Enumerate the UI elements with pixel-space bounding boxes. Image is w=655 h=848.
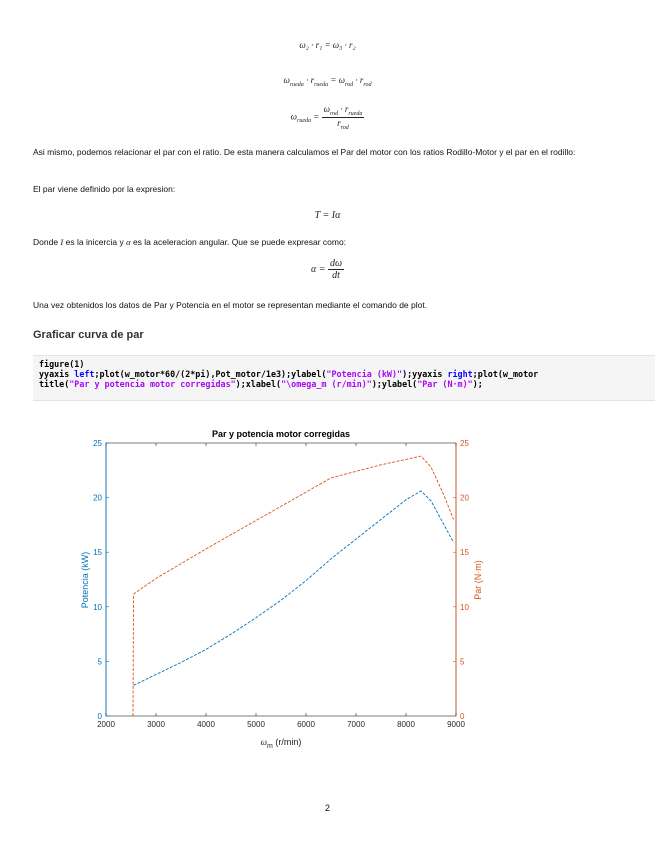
left-y-tick-label: 20 [93,493,102,503]
eq3-omega-sub: rueda [297,118,312,125]
x-tick-label: 7000 [347,720,365,729]
eq3-omega: ω [290,111,298,122]
p3-symbol-i: I [60,237,64,247]
page-number: 2 [324,803,330,813]
paragraph-torque-def: El par viene definido por la expresion: [33,184,176,194]
eq3-num-omega: ω [323,104,330,114]
equation-wheel-speed: $\omega_{rueda}$ = $\frac{\omega_{rod} \cdot r_{rueda}}{r_{rod}}$ [290,104,363,131]
eq2-r: r [310,75,315,85]
p3-symbol-alpha: α [126,237,131,247]
eq2-omega-sub: rueda [289,81,304,88]
equation-alpha [0,258,655,281]
plot-area [106,443,456,716]
code-l3-string-1: "Par y potencia motor corregidas" [69,379,236,389]
eq3-den-r: r [337,117,341,128]
section-heading: Graficar curva de par [33,329,144,341]
eq3-den-r-sub: rod [340,124,349,131]
paragraph-plot-intro: Una vez obtenidos los datos de Par y Potencia en el motor se representan mediante el comando de plot. [33,300,428,310]
equation-speed-ratio [0,40,655,50]
alpha-den: dt [332,270,340,281]
code-l2-left: left [74,369,95,379]
code-line-1: figure(1) [39,359,85,369]
p3-part-a: Donde [33,237,61,247]
code-l3-b: );xlabel( [235,379,282,389]
x-tick-label: 2000 [97,720,115,729]
code-block[interactable] [33,355,655,401]
x-tick-label: 9000 [447,720,465,729]
eq2-rhs-omega: ω [338,75,346,85]
left-y-tick-label: 5 [97,657,102,667]
eq3-num-r-sub: rueda [348,110,363,117]
x-tick-label: 8000 [397,720,415,729]
code-l3-string-3: "Par (N·m)" [417,379,473,389]
right-y-tick-label: 5 [460,657,465,667]
code-l2-b: ;plot(w_motor*60/(2*pi),Pot_motor/1e3);ylabel( [94,369,327,379]
alpha-num: dω [329,258,343,269]
code-text [33,356,655,389]
x-axis-label-sub: m [267,743,273,750]
right-y-tick-label: 10 [460,602,469,612]
x-tick-label: 6000 [297,720,315,729]
right-y-tick-label: 0 [460,712,465,721]
right-y-tick-label: 25 [460,439,469,448]
code-l3-string-2: "\omega_m (r/min)" [281,379,372,389]
right-y-axis-label: Par (N·m) [473,560,483,600]
code-l2-d: ;plot(w_motor [472,369,539,379]
code-l2-a: yyaxis [39,369,75,379]
chart-title: Par y potencia motor corregidas [211,429,351,439]
x-axis-label-symbol: ω [260,737,268,747]
p3-part-b: es la inicercia y [63,237,127,247]
eq2-rhs-r-sub: rod [363,81,372,88]
code-l2-string-1: "Potencia (kW)" [326,369,403,379]
code-l2-right: right [447,369,473,379]
x-axis-label-unit: (r/min) [272,737,302,747]
eq2-rhs-omega-sub: rod [345,81,354,88]
x-tick-label: 5000 [247,720,265,729]
code-l3-d: ); [472,379,483,389]
code-l3-c: );ylabel( [371,379,418,389]
paragraph-ratio: Asi mismo, podemos relacionar el par con el ratio. De esta manera calculamos el Par del motor con los ratios Rodillo-Motor y el par en el rodillo: [33,147,576,157]
left-y-tick-label: 0 [97,712,102,721]
alpha-fraction [328,258,344,281]
eq3-fraction: $\frac{\omega_{rod} \cdot r_{rueda}}{r_{rod}}$ [323,104,363,131]
code-l3-a: title( [39,379,70,389]
equation-wheel-roller: $\omega_{rueda} \cdot r_{rueda} = \omega_{rod} \cdot r_{rod}$ [283,75,372,88]
x-tick-label: 3000 [147,720,165,729]
right-y-tick-label: 20 [460,493,469,503]
eq2-omega: ω [283,75,290,85]
alpha-lhs: α = [310,263,326,275]
paragraph-inertia [33,237,623,248]
eq3-num-omega-sub: rod [329,110,339,117]
left-y-tick-label: 10 [93,602,102,612]
p3-part-c: es la aceleracion angular. Que se puede expresar como: [130,237,347,247]
equation-text: ω₂ · r₁ = ω₃ · r₂ [299,40,356,50]
left-y-axis-label: Potencia (kW) [80,551,90,609]
torque-power-chart [0,420,655,765]
right-y-tick-label: 15 [460,548,469,558]
left-y-tick-label: 15 [93,548,102,558]
left-y-tick-label: 25 [93,439,102,448]
code-l2-c: );yyaxis [402,369,448,379]
x-axis-label [261,737,302,750]
eq2-r-sub: rueda [314,81,329,88]
equation-torque: T = Iα [314,210,341,221]
x-tick-label: 4000 [197,720,215,729]
